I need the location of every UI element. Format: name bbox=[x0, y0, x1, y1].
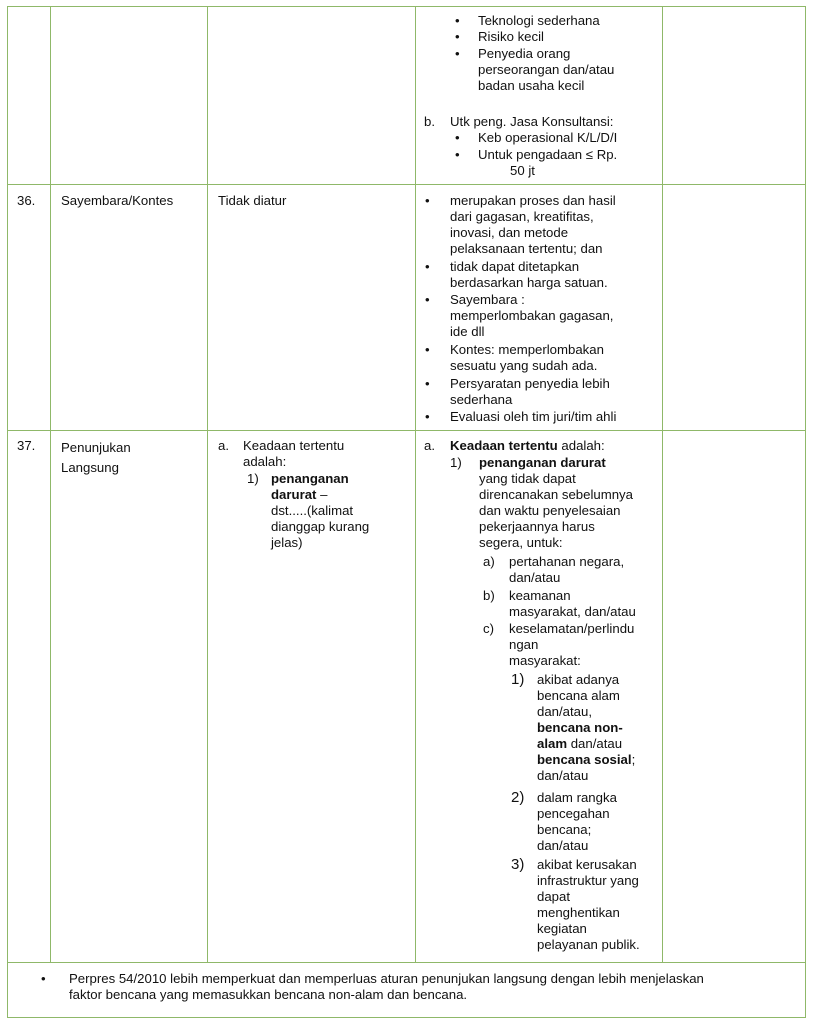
text-line: dan/atau, bbox=[537, 704, 592, 719]
column-divider bbox=[207, 6, 208, 963]
list-label: b. bbox=[424, 114, 435, 129]
list-label: a. bbox=[424, 438, 435, 453]
list-item-text: Kontes: memperlombakan bbox=[450, 342, 604, 357]
list-item-text: Keb operasional K/L/D/I bbox=[478, 130, 618, 145]
list-item-text bbox=[537, 857, 640, 953]
list-item-text: Sayembara : bbox=[450, 292, 525, 307]
bullet-icon: • bbox=[41, 971, 46, 986]
text-line: keamanan bbox=[509, 588, 571, 603]
list-item-text: inovasi, dan metode bbox=[450, 225, 569, 240]
list-item-text: Untuk pengadaan ≤ Rp. bbox=[478, 147, 618, 162]
footer-note-text: faktor bencana yang memasukkan bencana non-alam dan bencana. bbox=[69, 987, 468, 1002]
row-divider bbox=[7, 430, 806, 431]
list-item-text: sesuatu yang sudah ada. bbox=[450, 358, 598, 373]
text-line: dst.....(kalimat bbox=[271, 503, 354, 518]
text-line: infrastruktur yang bbox=[537, 873, 639, 888]
list-item-text: Utk peng. Jasa Konsultansi: bbox=[450, 114, 614, 129]
text-line: dan waktu penyelesaian bbox=[479, 503, 621, 518]
list-item-text: badan usaha kecil bbox=[478, 78, 585, 93]
bullet-icon: • bbox=[425, 376, 430, 391]
text-line: penanganan bbox=[271, 471, 349, 486]
list-item-text bbox=[537, 790, 617, 854]
text-line: masyarakat: bbox=[509, 653, 581, 668]
text-line: dapat bbox=[537, 889, 571, 904]
list-item-text: dari gagasan, kreatifitas, bbox=[450, 209, 594, 224]
list-item-text: 50 jt bbox=[510, 163, 535, 178]
text-line: akibat adanya bbox=[537, 672, 620, 687]
list-item-text bbox=[509, 621, 634, 669]
bullet-icon: • bbox=[455, 29, 460, 44]
text-line: adalah: bbox=[243, 454, 287, 469]
list-item-text: perseorangan dan/atau bbox=[478, 62, 615, 77]
row-number: 36. bbox=[17, 193, 36, 208]
old-rule-text: Tidak diatur bbox=[218, 193, 287, 208]
list-label: 1) bbox=[247, 471, 259, 486]
text-line: segera, untuk: bbox=[479, 535, 563, 550]
row-title-line: Penunjukan bbox=[61, 440, 131, 455]
list-item-text: Evaluasi oleh tim juri/tim ahli bbox=[450, 409, 617, 424]
list-item-text bbox=[537, 672, 635, 784]
text-line: adalah: bbox=[557, 438, 605, 453]
table-border-right bbox=[805, 6, 806, 1018]
text-line: menghentikan bbox=[537, 905, 620, 920]
text-line: keselamatan/perlindu bbox=[509, 621, 635, 636]
text-bold: Keadaan tertentu bbox=[450, 438, 558, 453]
list-label: a) bbox=[483, 554, 495, 569]
bullet-icon: • bbox=[455, 13, 460, 28]
text-line: bencana alam bbox=[537, 688, 620, 703]
table-border-top bbox=[7, 6, 806, 7]
row-title: Sayembara/Kontes bbox=[61, 193, 174, 208]
list-item-text: ide dll bbox=[450, 324, 485, 339]
row-title-line: Langsung bbox=[61, 460, 119, 475]
text-line: dan/atau bbox=[567, 736, 623, 751]
list-item-text: pelaksanaan tertentu; dan bbox=[450, 241, 603, 256]
row-divider bbox=[7, 962, 806, 963]
bullet-icon: • bbox=[455, 147, 460, 162]
text-bold: penanganan darurat bbox=[479, 455, 606, 470]
bullet-icon: • bbox=[455, 130, 460, 145]
table-border-bottom bbox=[7, 1017, 806, 1018]
list-label: 1) bbox=[450, 455, 462, 470]
text-bold: bencana sosial bbox=[537, 752, 632, 767]
bullet-icon: • bbox=[425, 409, 430, 424]
text-line: dan/atau bbox=[509, 570, 561, 585]
row-title bbox=[61, 438, 131, 478]
text-line: jelas) bbox=[271, 535, 303, 550]
list-label: 1) bbox=[511, 671, 525, 688]
column-divider bbox=[662, 6, 663, 963]
bullet-icon: • bbox=[425, 342, 430, 357]
list-item-text bbox=[479, 455, 633, 551]
bullet-icon: • bbox=[425, 193, 430, 208]
text-line: Keadaan tertentu bbox=[243, 438, 345, 453]
list-item-text: merupakan proses dan hasil bbox=[450, 193, 616, 208]
list-label: a. bbox=[218, 438, 229, 453]
list-item-text: memperlombakan gagasan, bbox=[450, 308, 614, 323]
text-line: ngan bbox=[509, 637, 539, 652]
list-item-text: sederhana bbox=[450, 392, 513, 407]
text-line: pelayanan publik. bbox=[537, 937, 640, 952]
text-line: pekerjaannya harus bbox=[479, 519, 595, 534]
bullet-icon: • bbox=[425, 292, 430, 307]
list-item-text: tidak dapat ditetapkan bbox=[450, 259, 580, 274]
text-line: pertahanan negara, bbox=[509, 554, 625, 569]
list-item-text bbox=[509, 588, 636, 620]
row-divider bbox=[7, 184, 806, 185]
text-line: pencegahan bbox=[537, 806, 610, 821]
bullet-icon: • bbox=[425, 259, 430, 274]
list-item-text: Teknologi sederhana bbox=[478, 13, 600, 28]
list-item-text: Persyaratan penyedia lebih bbox=[450, 376, 610, 391]
text-line: ; bbox=[631, 752, 636, 767]
text-line: dan/atau bbox=[537, 768, 589, 783]
column-divider bbox=[50, 6, 51, 963]
text-line: dan/atau bbox=[537, 838, 589, 853]
row-number: 37. bbox=[17, 438, 36, 453]
column-divider bbox=[415, 6, 416, 963]
list-label: 2) bbox=[511, 789, 525, 806]
table-border-left bbox=[7, 6, 8, 1018]
list-item-text: Risiko kecil bbox=[478, 29, 544, 44]
list-label: b) bbox=[483, 588, 495, 603]
text-dash: – bbox=[316, 487, 328, 502]
text-line: yang tidak dapat bbox=[479, 471, 576, 486]
footer-note-text: Perpres 54/2010 lebih memperkuat dan memperluas aturan penunjukan langsung dengan lebih menjelaskan bbox=[69, 971, 704, 986]
list-item-text bbox=[243, 438, 344, 470]
list-item-text: Penyedia orang bbox=[478, 46, 571, 61]
text-line: direncanakan sebelumnya bbox=[479, 487, 633, 502]
text-line: akibat kerusakan bbox=[537, 857, 637, 872]
text-bold: darurat bbox=[271, 487, 317, 502]
text-bold: bencana non- bbox=[537, 720, 623, 735]
text-line: bencana; bbox=[537, 822, 592, 837]
text-bold: alam bbox=[537, 736, 568, 751]
text-line: dalam rangka bbox=[537, 790, 617, 805]
list-label: c) bbox=[483, 621, 494, 636]
list-label: 3) bbox=[511, 856, 525, 873]
text-line: dianggap kurang bbox=[271, 519, 370, 534]
text-line: kegiatan bbox=[537, 921, 587, 936]
list-item-text bbox=[271, 471, 369, 551]
text-line: masyarakat, dan/atau bbox=[509, 604, 636, 619]
list-item-text bbox=[509, 554, 624, 586]
list-item-text: berdasarkan harga satuan. bbox=[450, 275, 608, 290]
bullet-icon: • bbox=[455, 46, 460, 61]
